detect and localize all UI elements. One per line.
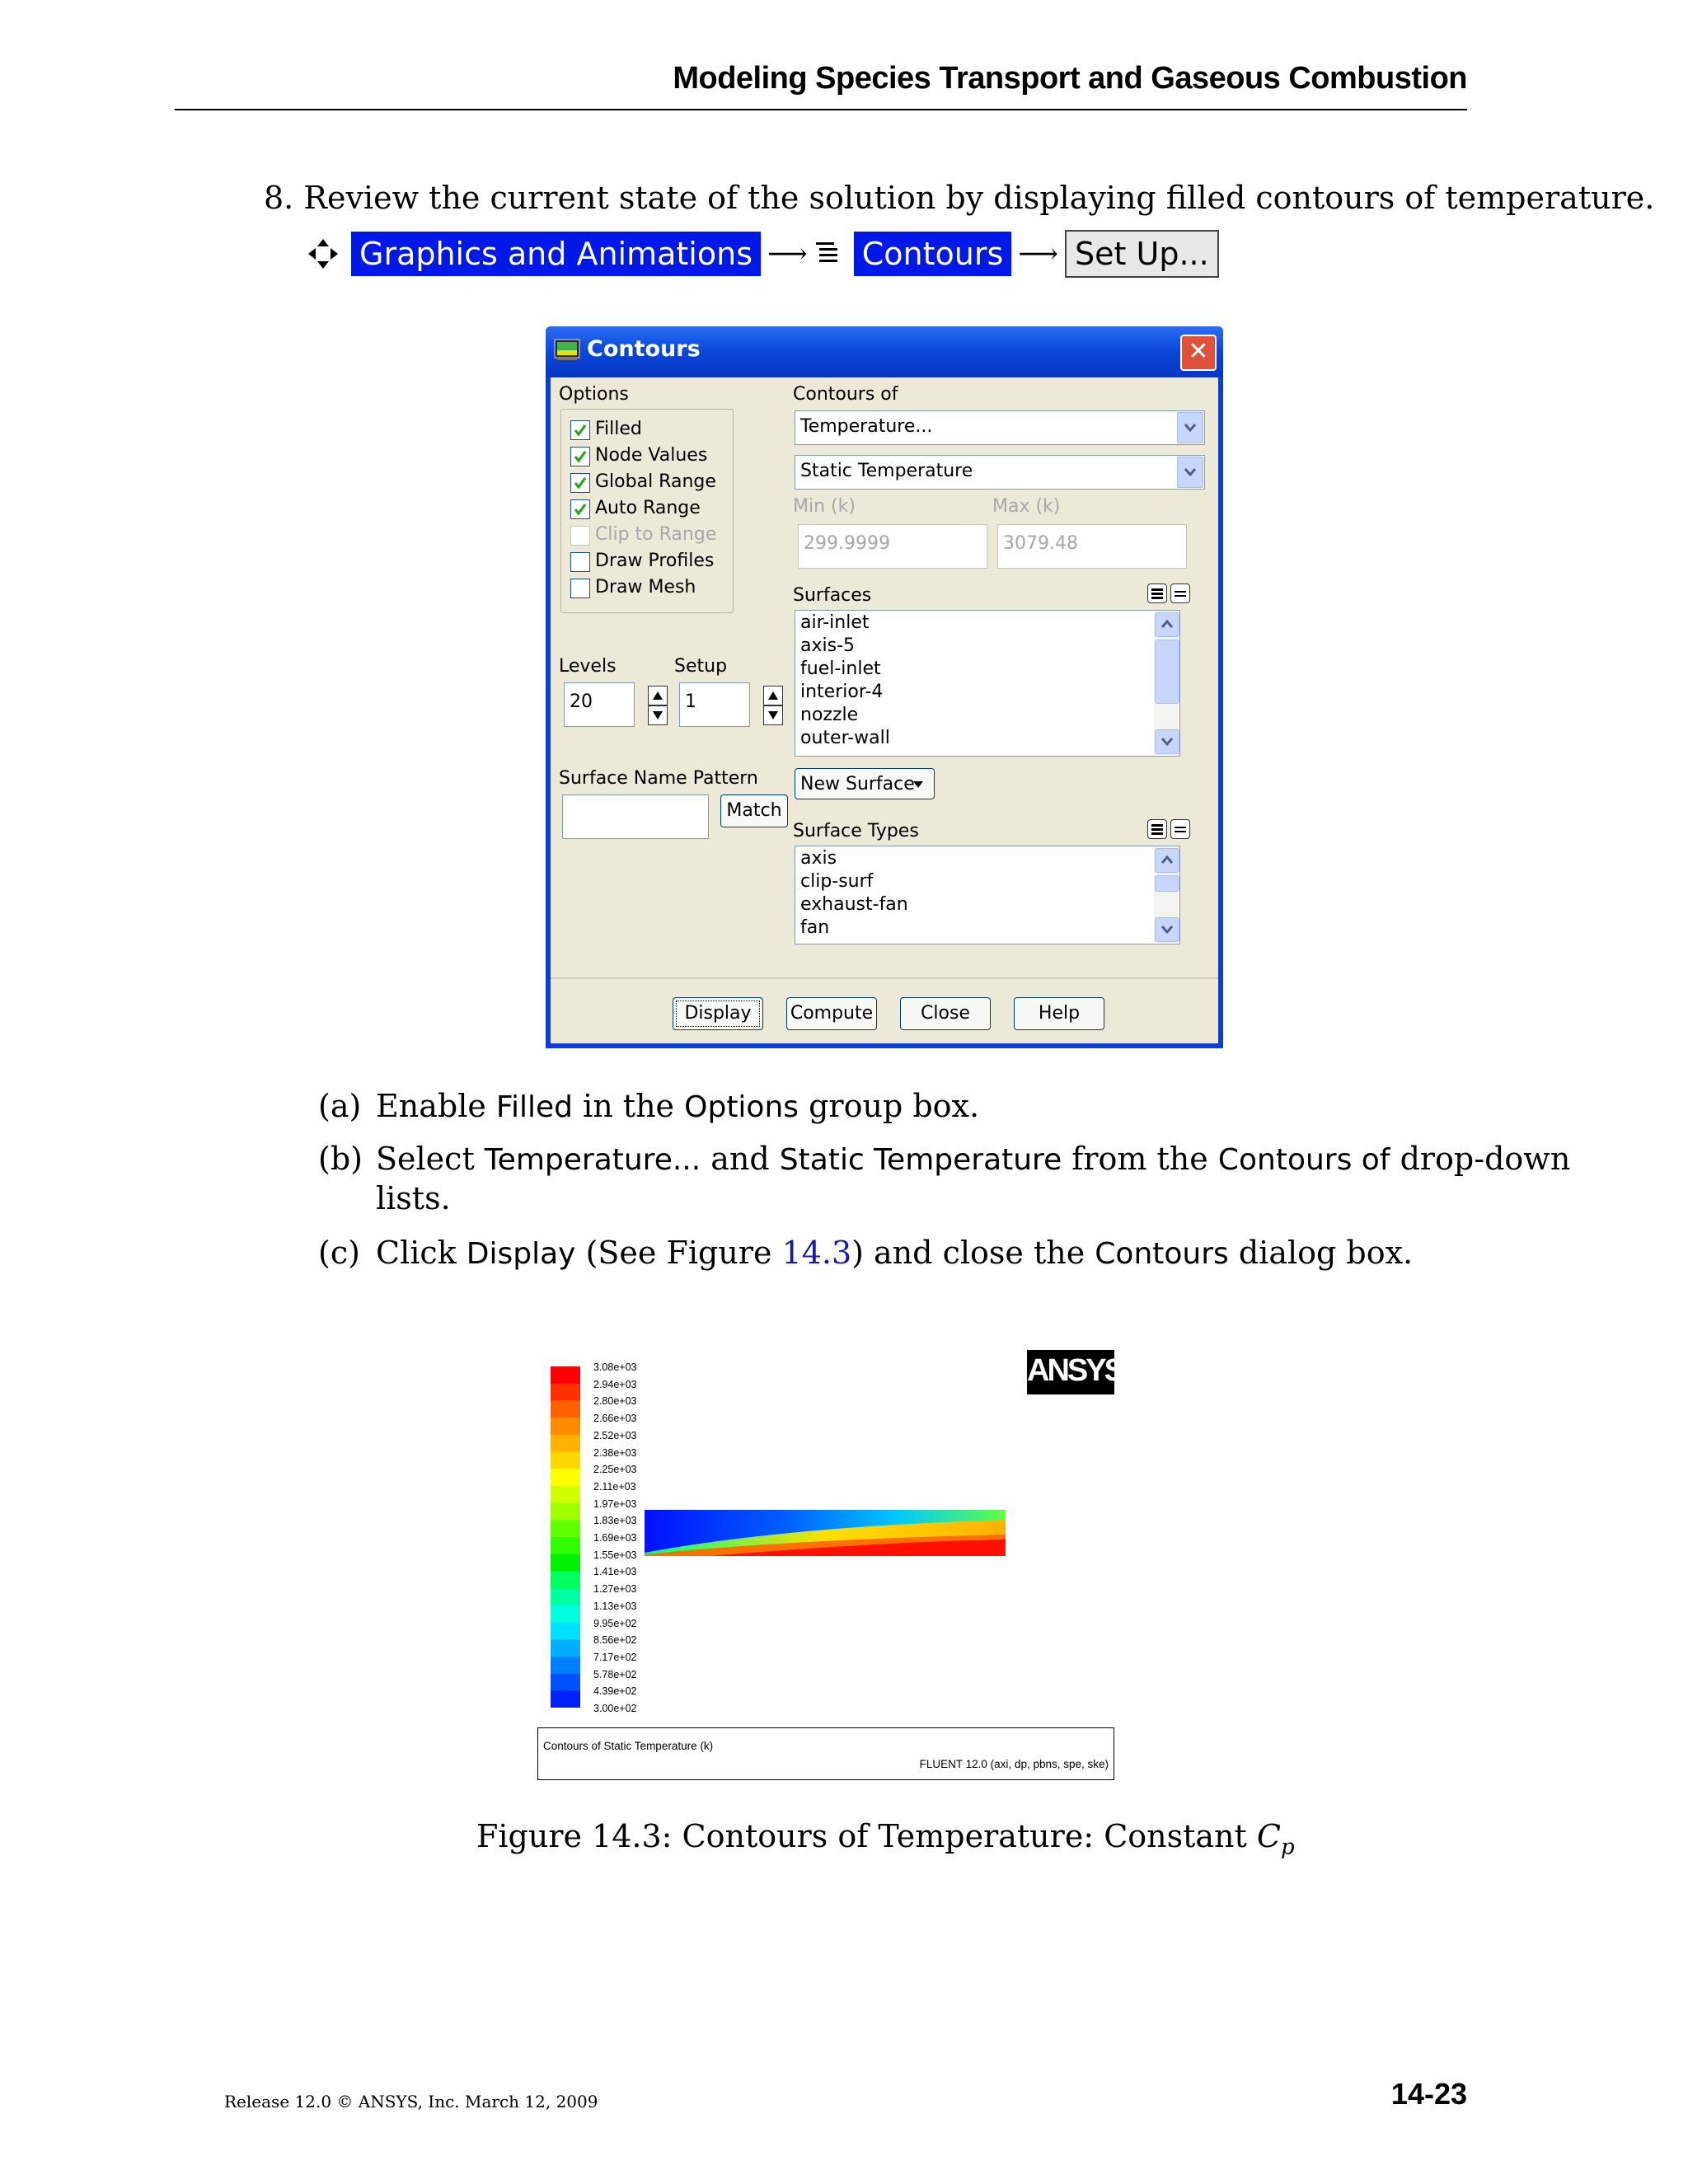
substep-text: Contours: [1095, 1237, 1229, 1271]
legend-swatch: [551, 1452, 580, 1469]
surface-types-scrollbar[interactable]: [1154, 847, 1179, 943]
min-value: 299.9999: [804, 533, 890, 554]
setup-value: 1: [685, 691, 696, 712]
substep-text: Static Temperature: [779, 1143, 1062, 1177]
legend-swatch: [551, 1503, 580, 1521]
menu-path: [307, 229, 1219, 279]
deselect-all-icon[interactable]: [1170, 583, 1190, 603]
substep-marker: (c): [318, 1235, 360, 1271]
dialog-title: Contours: [587, 336, 701, 362]
figure-caption-box: [537, 1727, 1114, 1780]
levels-value: 20: [570, 691, 593, 712]
levels-down-button[interactable]: [648, 705, 668, 725]
legend-swatch: [551, 1571, 580, 1588]
option-label: Clip to Range: [595, 524, 717, 545]
legend-label: 1.97e+03: [593, 1497, 637, 1510]
button-separator: [551, 977, 1218, 979]
substep-text: Temperature...: [484, 1143, 701, 1177]
contours-of-sub-select[interactable]: [795, 455, 1205, 490]
solver-info: FLUENT 12.0 (axi, dp, pbns, spe, ske): [919, 1758, 1109, 1770]
legend-label: 2.25e+03: [593, 1464, 637, 1476]
legend-label: 9.95e+02: [593, 1617, 637, 1629]
setup-up-button[interactable]: [763, 686, 783, 705]
check-icon: [573, 423, 588, 438]
chevron-up-icon: [1160, 619, 1174, 629]
contours-dialog: [546, 326, 1223, 1048]
surfaces-scrollbar[interactable]: [1154, 612, 1179, 755]
substep-text: and: [701, 1141, 780, 1177]
option-label: Draw Profiles: [595, 551, 715, 571]
deselect-all-icon[interactable]: [1170, 819, 1190, 839]
caption-text: Figure 14.3: Contours of Temperature: Constant: [476, 1818, 1257, 1854]
fluent-window-icon: [554, 338, 580, 361]
legend-label: 2.11e+03: [593, 1480, 636, 1493]
legend-swatch: [551, 1674, 580, 1691]
checkbox[interactable]: [570, 420, 590, 440]
substep-text: Display: [466, 1237, 576, 1271]
match-button[interactable]: Match: [720, 794, 788, 827]
substep-marker: (a): [318, 1088, 362, 1124]
scroll-thumb[interactable]: [1155, 640, 1179, 704]
legend-label: 4.39e+02: [593, 1685, 637, 1698]
surface-item[interactable]: axis-5: [800, 635, 856, 656]
chevron-down-icon: [1184, 466, 1197, 478]
legend-swatch: [551, 1537, 580, 1554]
legend-swatch: [551, 1623, 580, 1640]
legend-label: 2.94e+03: [593, 1378, 637, 1390]
option-label: Global Range: [595, 471, 716, 492]
substep: [318, 1235, 1413, 1271]
display-button[interactable]: Display: [673, 997, 763, 1030]
caption-symbol: C: [1256, 1818, 1281, 1854]
surface-types-list[interactable]: [795, 846, 1180, 944]
scroll-up-button[interactable]: [1155, 612, 1179, 637]
close-icon[interactable]: ✕: [1180, 335, 1217, 371]
max-label: Max (k): [992, 496, 1061, 517]
header-rule: [175, 109, 1467, 110]
legend-label: 8.56e+02: [593, 1634, 637, 1647]
path-arrow: ⟶: [767, 237, 808, 270]
surface-item[interactable]: interior-4: [800, 682, 884, 702]
legend-label: 1.13e+03: [593, 1600, 637, 1612]
pattern-field[interactable]: [562, 794, 709, 839]
legend-label: 2.66e+03: [593, 1413, 637, 1425]
legend-label: 1.41e+03: [593, 1566, 637, 1578]
legend-label: 2.52e+03: [593, 1429, 637, 1441]
chevron-down-icon: [1160, 925, 1174, 935]
substep-marker: (b): [318, 1141, 363, 1177]
legend-label: 3.00e+02: [593, 1703, 637, 1714]
surfaces-list[interactable]: [795, 610, 1180, 757]
triangle-down-icon: [912, 780, 924, 789]
scroll-down-button[interactable]: [1155, 729, 1179, 754]
scroll-down-button[interactable]: [1155, 917, 1179, 942]
figure-link[interactable]: 14.3: [781, 1235, 852, 1271]
legend-label: 2.38e+03: [593, 1446, 637, 1459]
substep-text: in the: [573, 1088, 685, 1124]
ansys-logo-text: ANSYS: [1027, 1353, 1123, 1388]
dropdown-button[interactable]: [1177, 457, 1203, 488]
legend-swatch: [551, 1418, 580, 1435]
page-number: 14-23: [1390, 2077, 1467, 2111]
list-icon: [814, 240, 842, 268]
new-surface-label: New Surface: [800, 774, 915, 794]
legend-label: 5.78e+02: [593, 1668, 637, 1680]
legend-swatch: [551, 1469, 580, 1486]
checkbox[interactable]: [570, 579, 590, 598]
triangle-down-icon: [652, 710, 663, 720]
triangle-down-icon: [767, 710, 779, 720]
substep: [318, 1088, 979, 1124]
min-field: [798, 524, 987, 569]
legend-swatch: [551, 1657, 580, 1674]
triangle-up-icon: [652, 691, 663, 701]
menu-graphics-and-animations[interactable]: Graphics and Animations: [351, 232, 761, 276]
surface-types-label: Surface Types: [793, 821, 919, 841]
surface-item[interactable]: nozzle: [800, 705, 859, 725]
checkbox[interactable]: [570, 447, 590, 466]
substep-text: Options: [684, 1090, 799, 1124]
option-label: Draw Mesh: [595, 577, 696, 598]
setup-label: Setup: [674, 656, 728, 677]
substep-text: Select: [376, 1141, 485, 1177]
max-value: 3079.48: [1003, 533, 1078, 554]
max-field: [997, 524, 1187, 569]
min-label: Min (k): [793, 496, 856, 517]
chevron-up-icon: [1160, 855, 1174, 865]
contours-of-select[interactable]: [795, 410, 1205, 445]
legend-swatch: [551, 1639, 580, 1657]
levels-up-button[interactable]: [648, 686, 668, 705]
surface-type-item[interactable]: exhaust-fan: [800, 894, 908, 915]
checkbox[interactable]: [570, 552, 590, 572]
options-label: Options: [559, 384, 629, 405]
scroll-thumb[interactable]: [1155, 875, 1179, 892]
legend-label: 1.69e+03: [593, 1532, 637, 1544]
legend-swatch: [551, 1605, 580, 1623]
step-8: [264, 180, 1654, 216]
legend-swatch: [551, 1435, 580, 1452]
compute-button[interactable]: Compute: [786, 997, 877, 1030]
surface-item[interactable]: fuel-inlet: [800, 658, 881, 679]
figure-caption: [476, 1818, 1295, 1860]
substep-text: Enable: [376, 1088, 496, 1124]
surface-item[interactable]: air-inlet: [800, 612, 870, 633]
substep-continuation: lists.: [376, 1180, 451, 1216]
substep-text: drop-down: [1390, 1141, 1571, 1177]
substep-text: dialog box.: [1228, 1235, 1414, 1271]
running-header: Modeling Species Transport and Gaseous Combustion: [673, 61, 1467, 96]
legend-swatch: [551, 1366, 580, 1384]
select-all-icon[interactable]: [1147, 583, 1167, 603]
triangle-up-icon: [767, 691, 779, 701]
chevron-down-icon: [1184, 422, 1197, 434]
dialog-title-bar[interactable]: [546, 326, 1223, 377]
check-icon: [573, 502, 588, 517]
contours-of-label: Contours of: [793, 384, 898, 405]
option-label: Node Values: [595, 445, 708, 466]
help-button[interactable]: Help: [1014, 997, 1104, 1030]
surface-type-item[interactable]: clip-surf: [800, 871, 874, 892]
surface-type-item[interactable]: fan: [800, 917, 830, 938]
checkbox[interactable]: [570, 499, 590, 519]
levels-label: Levels: [559, 656, 617, 677]
substep-text: from the: [1062, 1141, 1218, 1177]
legend-label: 3.08e+03: [593, 1361, 637, 1373]
path-arrow: ⟶: [1018, 237, 1059, 270]
pattern-label: Surface Name Pattern: [559, 768, 758, 789]
check-icon: [573, 449, 588, 464]
contours-of-value: Temperature...: [800, 416, 933, 437]
legend-swatch: [551, 1400, 580, 1418]
option-label: Filled: [595, 419, 642, 439]
check-icon: [573, 476, 588, 490]
surfaces-label: Surfaces: [793, 585, 872, 606]
setup-down-button[interactable]: [763, 705, 783, 725]
caption-subscript: p: [1280, 1835, 1295, 1860]
contours-of-sub-value: Static Temperature: [800, 461, 973, 481]
plot-title: Contours of Static Temperature (k): [543, 1740, 714, 1752]
move-arrows-icon: [307, 237, 340, 270]
legend-swatch: [551, 1384, 580, 1401]
setup-field[interactable]: [679, 682, 750, 727]
close-button[interactable]: Close: [900, 997, 991, 1030]
legend-swatch: [551, 1690, 580, 1708]
legend-swatch: [551, 1486, 580, 1503]
chevron-down-icon: [1160, 737, 1174, 747]
ansys-logo: [1027, 1350, 1123, 1394]
checkbox: [570, 526, 590, 546]
scroll-up-button[interactable]: [1155, 848, 1179, 873]
substep-text: Contours of: [1217, 1143, 1390, 1177]
dropdown-button[interactable]: [1177, 412, 1203, 443]
step-text: Review the current state of the solution by displaying filled contours of temperature.: [303, 180, 1655, 216]
legend-label: 1.83e+03: [593, 1515, 637, 1527]
substep-text: group box.: [799, 1088, 980, 1124]
legend-swatch: [551, 1588, 580, 1605]
color-legend: [551, 1366, 580, 1708]
set-up-button[interactable]: Set Up...: [1065, 230, 1219, 278]
new-surface-button[interactable]: [795, 768, 935, 799]
legend-label: 2.80e+03: [593, 1395, 637, 1408]
substep-text: Click: [376, 1235, 467, 1271]
option-label: Auto Range: [595, 498, 701, 518]
substep: [318, 1141, 1570, 1177]
menu-contours[interactable]: Contours: [854, 232, 1012, 276]
surface-item[interactable]: outer-wall: [800, 728, 890, 748]
dialog-body: [551, 377, 1218, 1043]
substep-text: Filled: [495, 1090, 574, 1124]
temperature-contour-plot: [645, 1510, 1007, 1559]
footer-release: Release 12.0 © ANSYS, Inc. March 12, 2009: [224, 2092, 598, 2111]
legend-swatch: [551, 1520, 580, 1537]
legend-label: 7.17e+02: [593, 1651, 637, 1663]
legend-swatch: [551, 1554, 580, 1572]
levels-field[interactable]: [564, 682, 635, 727]
contour-figure: [537, 1342, 1123, 1779]
legend-label: 1.55e+03: [593, 1549, 637, 1561]
legend-label: 1.27e+03: [593, 1583, 637, 1596]
select-all-icon[interactable]: [1147, 819, 1167, 839]
step-number: 8.: [264, 180, 294, 216]
checkbox[interactable]: [570, 473, 590, 493]
surface-type-item[interactable]: axis: [800, 848, 837, 869]
substep-text: ) and close the: [851, 1235, 1095, 1271]
substep-text: (See Figure: [575, 1235, 782, 1271]
